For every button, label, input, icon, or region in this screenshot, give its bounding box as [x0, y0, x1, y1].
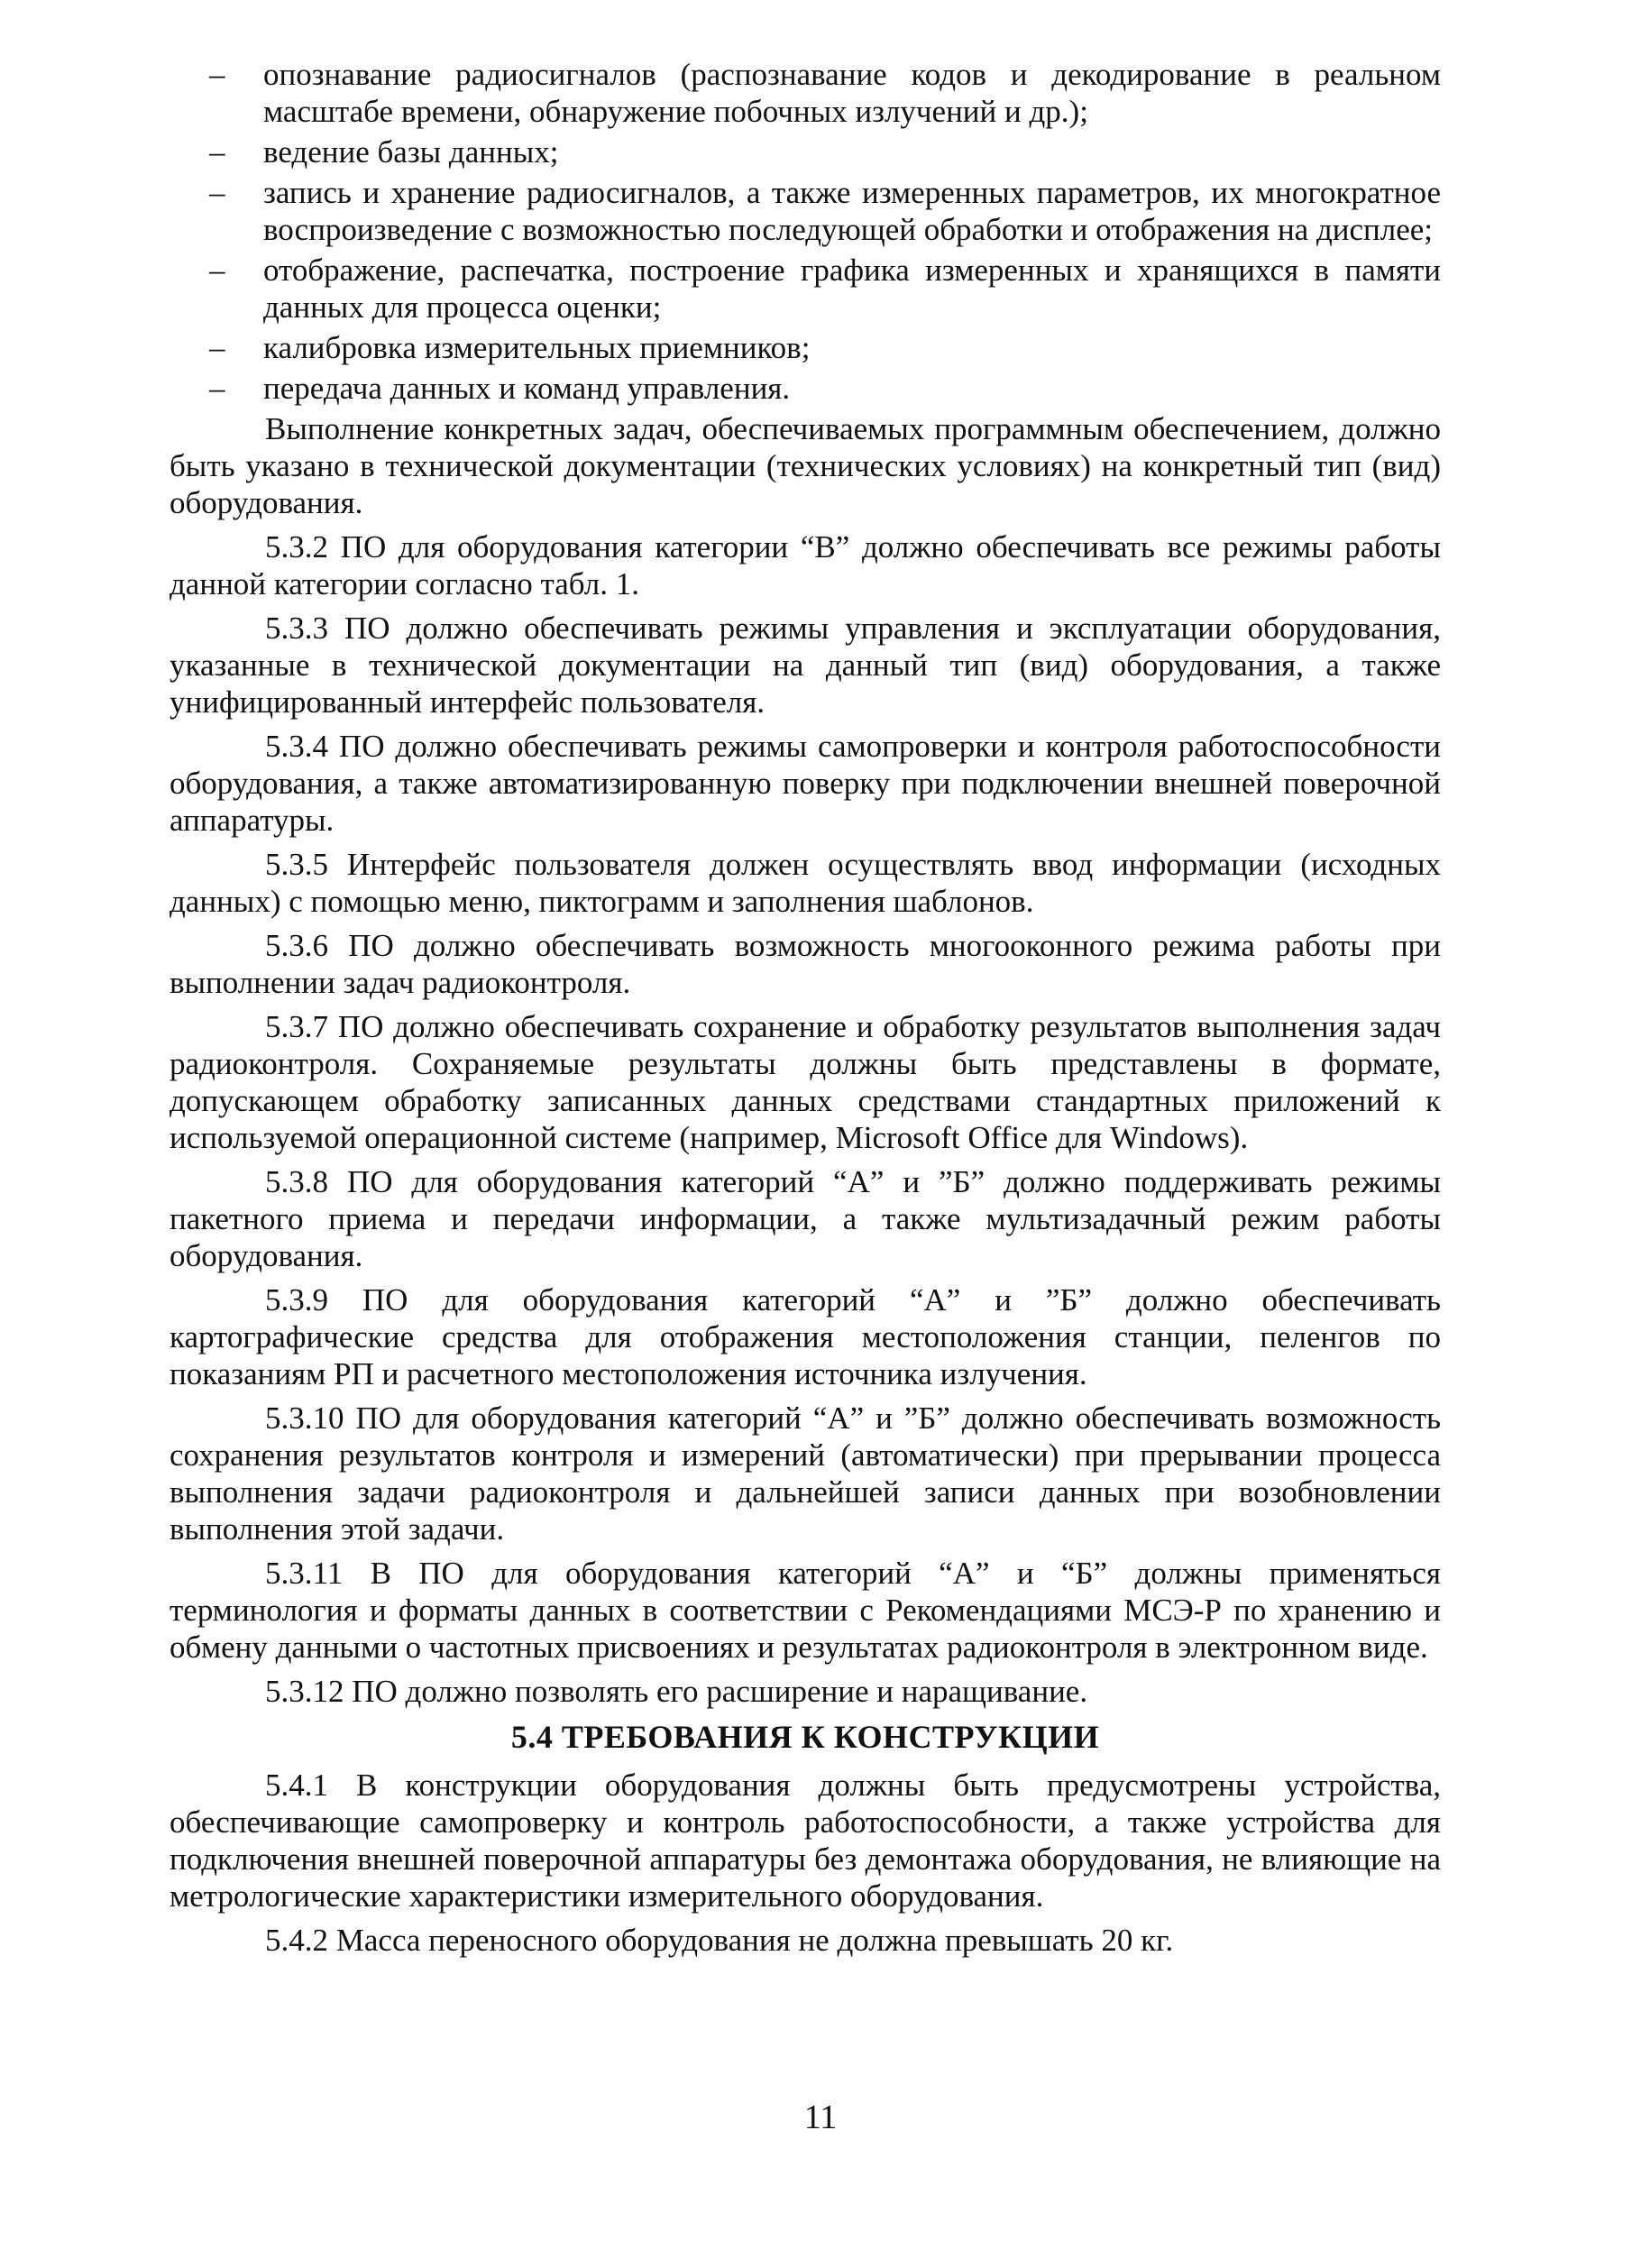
list-item — [170, 252, 1441, 326]
capability-list — [170, 56, 1441, 407]
clause-5-3-10: 5.3.10 ПО для оборудования категорий “А” и ”Б” должно обеспечивать возможность сохранения результатов контроля и измерений (автоматически) при прерывании процесса выполнения задачи радиоконтроля и дальнейшей записи данных при возобновлении выполнения этой задачи. — [170, 1400, 1441, 1547]
clause-5-4-2: 5.4.2 Масса переносного оборудования не должна превышать 20 кг. — [265, 1923, 1174, 1958]
clause-5-4-1: 5.4.1 В конструкции оборудования должны быть предусмотрены устройства, обеспечивающие самопроверку и контроль работоспособности, а также устройства для подключения внешней поверочной аппаратуры без демонтажа оборудования, не влияющие на метрологические характеристики измерительного оборудования. — [170, 1768, 1441, 1914]
dash-bullet: – — [209, 371, 225, 406]
page-content — [170, 56, 1441, 1966]
dash-bullet: – — [209, 175, 225, 210]
dash-bullet: – — [209, 330, 225, 365]
list-item-text: ведение базы данных; — [263, 134, 559, 170]
clause-5-3-11: 5.3.11 В ПО для оборудования категорий “А” и “Б” должны применяться терминология и форматы данных в соответствии с Рекомендациями МСЭ-Р по хранению и обмену данными о частотных присвоениях и результатах радиоконтроля в электронном виде. — [170, 1556, 1441, 1665]
section-heading — [170, 1719, 1441, 1756]
clause-5-3-8: 5.3.8 ПО для оборудования категорий “А” и ”Б” должно поддерживать режимы пакетного приема и передачи информации, а также мультизадачный режим работы оборудования. — [170, 1164, 1441, 1273]
list-item-text: отображение, распечатка, построение графика измеренных и хранящихся в памяти данных для процесса оценки; — [263, 253, 1441, 325]
clause-5-3-5: 5.3.5 Интерфейс пользователя должен осуществлять ввод информации (исходных данных) с помощью меню, пиктограмм и заполнения шаблонов. — [170, 847, 1441, 919]
clause-5-3-3: 5.3.3 ПО должно обеспечивать режимы управления и эксплуатации оборудования, указанные в технической документации на данный тип (вид) оборудования, а также унифицированный интерфейс пользователя. — [170, 611, 1441, 720]
dash-bullet: – — [209, 134, 225, 170]
list-item-text: калибровка измерительных приемников; — [263, 330, 811, 365]
clause-5-3-9: 5.3.9 ПО для оборудования категорий “А” и ”Б” должно обеспечивать картографические средства для отображения местоположения станции, пеленгов по показаниям РП и расчетного местоположения источника излучения. — [170, 1282, 1441, 1391]
list-item — [170, 329, 1441, 366]
clause-5-3-4: 5.3.4 ПО должно обеспечивать режимы самопроверки и контроля работоспособности оборудования, а также автоматизированную поверку при подключении внешней поверочной аппаратуры. — [170, 729, 1441, 838]
clause-5-3-2: 5.3.2 ПО для оборудования категории “В” должно обеспечивать все режимы работы данной категории согласно табл. 1. — [170, 529, 1441, 601]
clause-5-3-7: 5.3.7 ПО должно обеспечивать сохранение и обработку результатов выполнения задач радиоконтроля. Сохраняемые результаты должны быть представлены в формате, допускающем обработку записанных данных средствами стандартных приложений к используемой операционной системе (например, Microsoft Office для Windows). — [170, 1009, 1441, 1155]
list-item-text: запись и хранение радиосигналов, а также измеренных параметров, их многократное воспроизведение с возможностью последующей обработки и отображения на дисплее; — [263, 175, 1441, 247]
list-item — [170, 133, 1441, 170]
intro-paragraph: Выполнение конкретных задач, обеспечиваемых программным обеспечением, должно быть указано в технической документации (технических условиях) на конкретный тип (вид) оборудования. — [170, 411, 1441, 520]
list-item-text: передача данных и команд управления. — [263, 371, 791, 406]
list-item — [170, 370, 1441, 407]
dash-bullet: – — [209, 253, 225, 288]
dash-bullet: – — [209, 57, 225, 92]
clause-5-3-12: 5.3.12 ПО должно позволять его расширение и наращивание. — [265, 1674, 1088, 1709]
page-number: 11 — [803, 2098, 838, 2136]
list-item-text: опознавание радиосигналов (распознавание кодов и декодирование в реальном масштабе времени, обнаружение побочных излучений и др.); — [263, 57, 1441, 129]
clause-5-3-6: 5.3.6 ПО должно обеспечивать возможность многооконного режима работы при выполнении задач радиоконтроля. — [170, 928, 1441, 1000]
list-item — [170, 56, 1441, 130]
list-item — [170, 174, 1441, 248]
section-heading-text: 5.4 ТРЕБОВАНИЯ К КОНСТРУКЦИИ — [510, 1719, 1100, 1755]
